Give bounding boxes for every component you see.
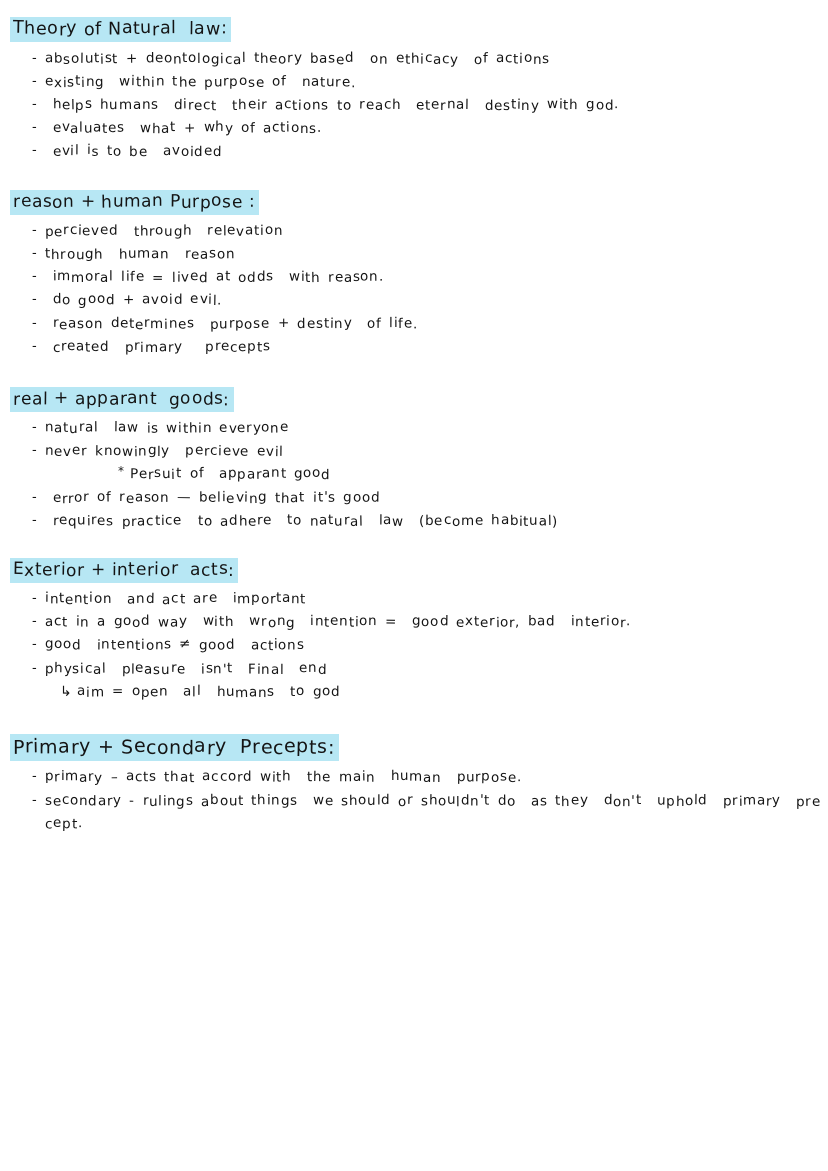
bullet-item <box>32 71 828 94</box>
dash-bullet-icon: - <box>32 73 38 89</box>
section-heading <box>7 18 236 42</box>
dash-bullet-icon: - <box>32 292 38 308</box>
bullet-text: aim = open all humans to god <box>76 682 341 702</box>
dash-bullet-icon: - <box>32 489 38 505</box>
dash-bullet-icon: - <box>32 637 38 653</box>
heading-highlight: Exterior + interior acts: <box>10 558 238 583</box>
bullet-text: act in a good way with wrong intention = good exterior, bad interior. <box>44 612 632 632</box>
dash-bullet-icon: - <box>32 614 38 630</box>
bullet-text: natural law is within everyone <box>44 418 289 438</box>
bullet-item <box>118 463 828 486</box>
section-heading <box>7 559 243 582</box>
bullet-text: existing within the purpose of nature. <box>44 72 357 92</box>
note-section <box>0 191 828 359</box>
bullet-text: reason determines purpose + destiny of life. <box>52 314 419 333</box>
dash-bullet-icon: - <box>32 120 38 136</box>
bullet-item <box>32 766 828 789</box>
bullet-item <box>32 289 828 312</box>
dash-bullet-icon: - <box>32 419 38 435</box>
bullet-item <box>32 611 828 634</box>
dash-bullet-icon: - <box>32 769 38 785</box>
dash-bullet-icon: - <box>32 512 38 528</box>
dash-bullet-icon: - <box>32 245 38 261</box>
bullet-text: percieved through relevation <box>44 221 284 240</box>
bullet-item <box>32 658 828 681</box>
bullet-text: evaluates what + why of actions. <box>52 119 323 138</box>
dash-bullet-icon: - <box>32 660 38 676</box>
bullet-text: absolutist + deontological theory based on ethicacy of actions <box>44 49 550 68</box>
heading-highlight: real + apparant goods: <box>10 387 234 412</box>
bullet-text: primary – acts that accord with the main human purpose. <box>44 768 522 787</box>
bullet-text: requires practice to adhere to natural law (become habitual) <box>52 511 559 530</box>
bullet-item <box>32 243 828 266</box>
bullet-list <box>0 48 828 164</box>
bullet-text: evil is to be avoided <box>52 142 223 161</box>
bullet-item <box>32 48 828 71</box>
bullet-text: immoral life = lived at odds with reason. <box>52 268 384 287</box>
bullet-item <box>32 487 828 510</box>
bullet-item <box>32 634 828 657</box>
bullet-list <box>0 220 828 359</box>
bullet-item <box>32 94 828 117</box>
section-heading <box>7 191 264 214</box>
arrow-bullet-icon: ↳ <box>60 683 73 700</box>
note-section <box>0 18 828 164</box>
bullet-text: created primary precepts <box>52 337 271 356</box>
bullet-item <box>32 588 828 611</box>
heading-highlight: Primary + Secondary Precepts: <box>10 734 339 761</box>
bullet-text: through human reason <box>44 245 236 264</box>
section-heading <box>7 735 344 760</box>
bullet-item <box>32 313 828 336</box>
bullet-text: helps humans direct their actions to reach eternal destiny with god. <box>52 95 620 115</box>
heading-highlight: reason + human Purpose : <box>10 190 259 215</box>
bullet-list <box>0 588 828 704</box>
dash-bullet-icon: - <box>32 792 38 808</box>
bullet-item <box>32 117 828 140</box>
bullet-item <box>32 440 828 463</box>
bullet-text: never knowingly percieve evil <box>44 442 285 461</box>
note-section <box>0 735 828 836</box>
bullet-text: Persuit of apparant good <box>129 465 331 484</box>
bullet-item <box>32 140 828 163</box>
dash-bullet-icon: - <box>32 269 38 285</box>
bullet-item <box>32 266 828 289</box>
bullet-text: physical pleasure isn't Final end <box>44 659 328 678</box>
dash-bullet-icon: - <box>32 50 38 66</box>
bullet-item <box>60 681 828 704</box>
dash-bullet-icon: - <box>32 143 38 159</box>
dash-bullet-icon: - <box>32 315 38 331</box>
heading-highlight: Theory of Natural law: <box>10 17 231 42</box>
note-section <box>0 559 828 704</box>
bullet-text: intention and act are important <box>44 589 307 609</box>
bullet-list <box>0 417 828 533</box>
bullet-item <box>32 510 828 533</box>
dash-bullet-icon: - <box>32 591 38 607</box>
dash-bullet-icon: - <box>32 338 38 354</box>
notes-body <box>0 18 828 836</box>
bullet-item <box>32 790 828 836</box>
dash-bullet-icon: - <box>32 443 38 459</box>
bullet-item <box>32 417 828 440</box>
bullet-text: error of reason — believing that it's good <box>52 488 381 507</box>
section-heading <box>7 388 239 411</box>
bullet-text: secondary - rulings about things we should or shouldn't do as they don't uphold primary precept. <box>44 791 821 833</box>
bullet-item <box>32 336 828 359</box>
bullet-item <box>32 220 828 243</box>
bullet-list <box>0 766 828 836</box>
dash-bullet-icon: - <box>32 97 38 113</box>
note-section <box>0 388 828 533</box>
bullet-text: good intentions ≠ good actions <box>44 636 305 655</box>
asterisk-bullet-icon: * <box>118 464 125 479</box>
bullet-text: do good + avoid evil. <box>52 291 223 310</box>
dash-bullet-icon: - <box>32 222 38 238</box>
